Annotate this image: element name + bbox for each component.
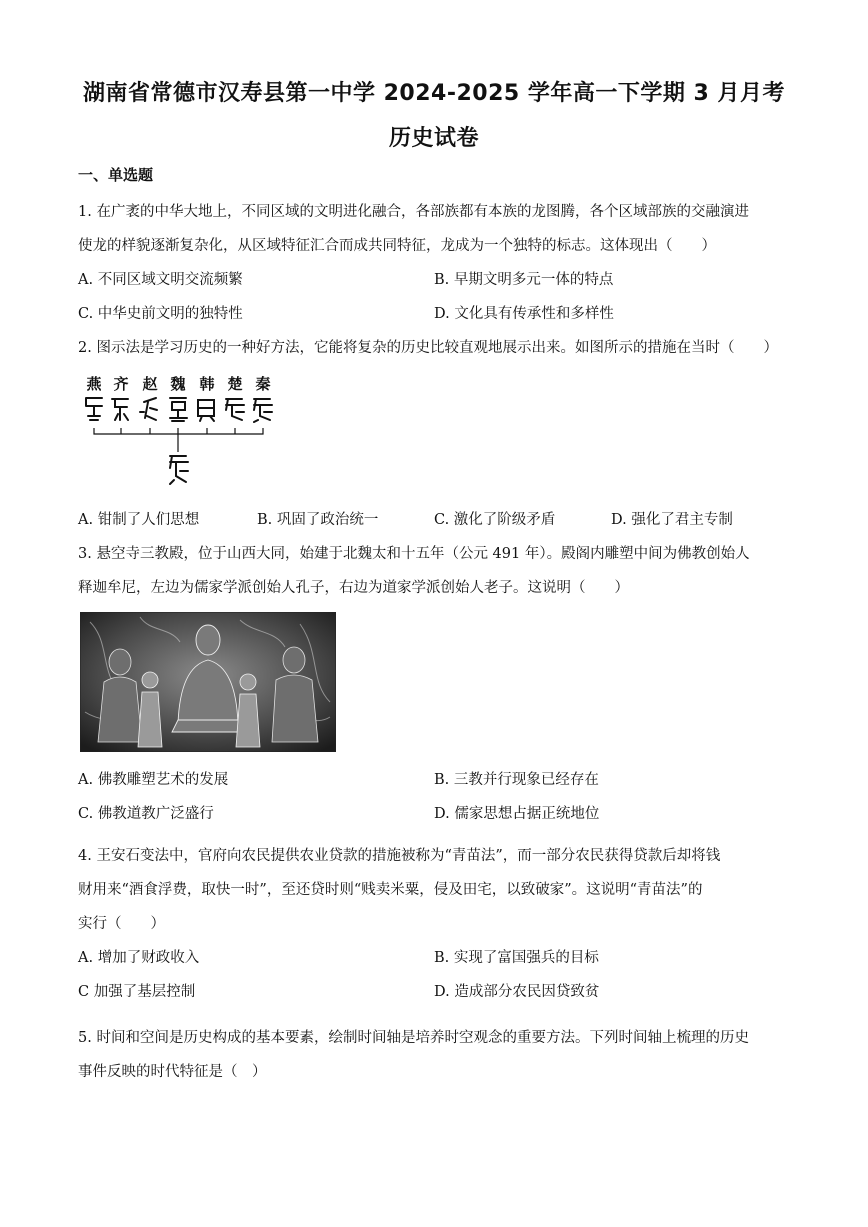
state-name-wei: 魏	[170, 375, 186, 393]
q4-option-a: A. 增加了财政收入	[78, 950, 200, 966]
q4-stem-line3: 实行（ ）	[78, 916, 165, 932]
page-title: 湖南省常德市汉寿县第一中学 2024-2025 学年高一下学期 3 月月考	[82, 81, 786, 106]
state-name-chu: 楚	[227, 375, 243, 393]
q4-option-d: D. 造成部分农民因贷致贫	[434, 984, 600, 1000]
seal-glyph-unified	[170, 456, 188, 484]
seal-glyph-qi	[112, 399, 128, 420]
q2-option-b: B. 巩固了政治统一	[257, 512, 379, 528]
q1-option-d: D. 文化具有传承性和多样性	[434, 306, 614, 322]
q4-option-c: C 加强了基层控制	[78, 984, 196, 1000]
seal-glyph-zhao	[140, 398, 157, 420]
seal-glyph-chu	[226, 399, 244, 420]
state-name-zhao: 赵	[142, 375, 158, 393]
q3-option-c: C. 佛教道教广泛盛行	[78, 806, 214, 822]
q2-option-a: A. 钳制了人们思想	[78, 512, 200, 528]
script-unification-diagram	[82, 372, 282, 492]
q1-stem-line2: 使龙的样貌逐渐复杂化，从区域特征汇合而成共同特征，龙成为一个独特的标志。这体现出（ ）	[78, 238, 716, 254]
state-name-han: 韩	[199, 375, 215, 393]
seal-glyph-qin	[254, 399, 272, 422]
q4-option-b: B. 实现了富国强兵的目标	[434, 950, 599, 966]
state-name-yan: 燕	[86, 375, 102, 393]
seal-glyph-wei	[170, 398, 187, 421]
q4-stem-line1: 4. 王安石变法中，官府向农民提供农业贷款的措施被称为“青苗法”，而一部分农民获得贷款后却将钱	[78, 848, 721, 864]
q3-option-d: D. 儒家思想占据正统地位	[434, 806, 600, 822]
three-teachings-sculpture-photo	[80, 612, 336, 752]
q3-option-a: A. 佛教雕塑艺术的发展	[78, 772, 229, 788]
page-subtitle: 历史试卷	[388, 126, 479, 151]
q5-stem-line2: 事件反映的时代特征是（ ）	[78, 1064, 267, 1080]
q1-stem-line1: 1. 在广袤的中华大地上，不同区域的文明进化融合，各部族都有本族的龙图腾，各个区域部族的交融演进	[78, 204, 749, 220]
q2-stem-line1: 2. 图示法是学习历史的一种好方法，它能将复杂的历史比较直观地展示出来。如图所示的措施在当时（ ）	[78, 340, 778, 356]
seal-glyph-yan	[86, 398, 102, 420]
q5-stem-line1: 5. 时间和空间是历史构成的基本要素，绘制时间轴是培养时空观念的重要方法。下列时间轴上梳理的历史	[78, 1030, 749, 1046]
q2-option-d: D. 强化了君主专制	[611, 512, 733, 528]
state-name-qin: 秦	[255, 375, 271, 393]
state-name-qi: 齐	[113, 375, 129, 393]
q2-option-c: C. 激化了阶级矛盾	[434, 512, 556, 528]
q1-option-b: B. 早期文明多元一体的特点	[434, 272, 614, 288]
q1-option-a: A. 不同区域文明交流频繁	[78, 272, 243, 288]
q3-stem-line2: 释迦牟尼，左边为儒家学派创始人孔子，右边为道家学派创始人老子。这说明（ ）	[78, 580, 629, 596]
section-heading: 一、单选题	[78, 166, 154, 184]
q3-option-b: B. 三教并行现象已经存在	[434, 772, 599, 788]
q1-option-c: C. 中华史前文明的独特性	[78, 306, 243, 322]
seal-glyph-han	[198, 400, 214, 421]
q3-stem-line1: 3. 悬空寺三教殿，位于山西大同，始建于北魏太和十五年（公元 491 年）。殿阁内雕塑中间为佛教创始人	[78, 546, 750, 562]
q4-stem-line2: 财用来“酒食浮费，取快一时”，至还贷时则“贱卖米粟，侵及田宅，以致破家”。这说明“青苗法”的	[78, 882, 703, 898]
